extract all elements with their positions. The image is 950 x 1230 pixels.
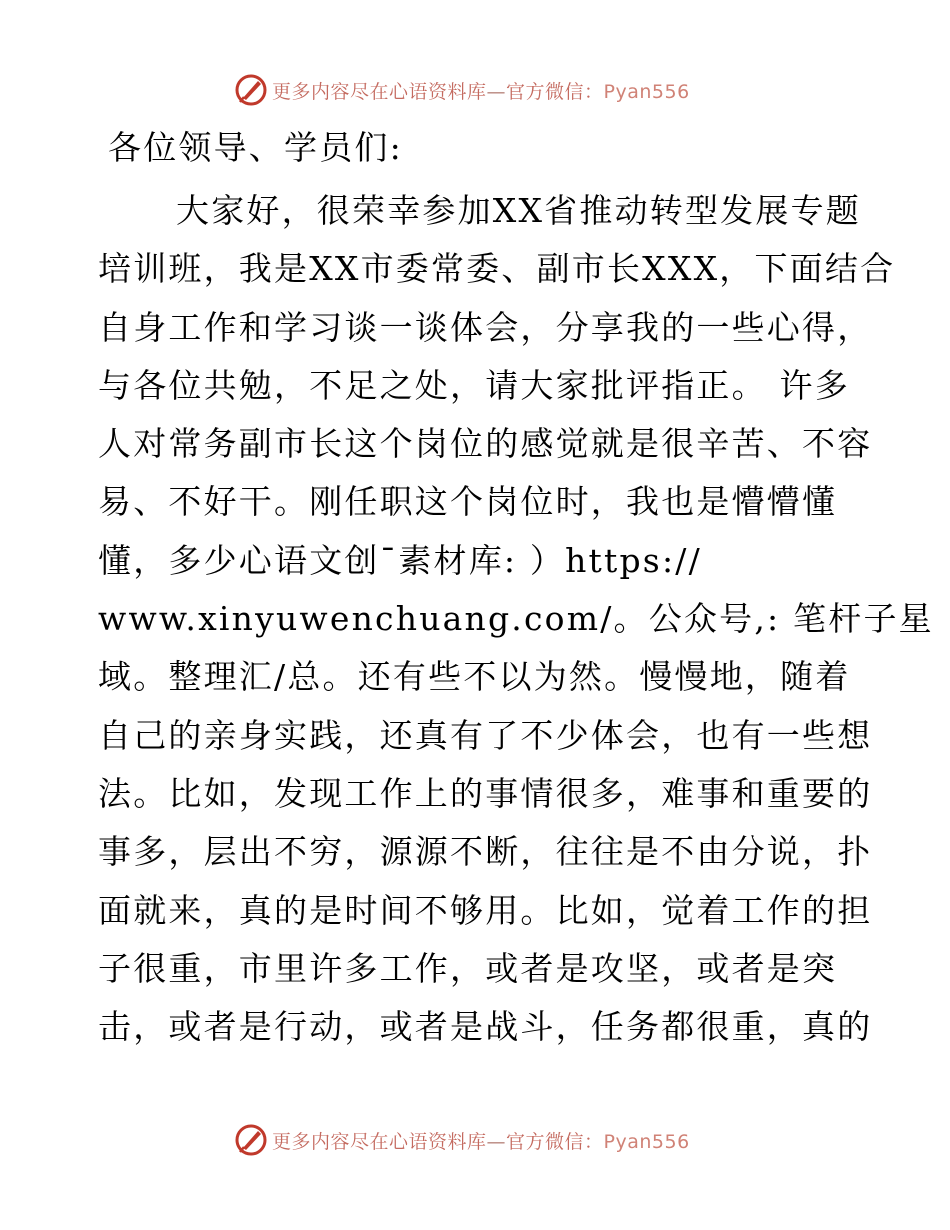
paragraph-line: 自身工作和学习谈一谈体会，分享我的一些心得， [98, 307, 873, 347]
paragraph-line: 面就来，真的是时间不够用。比如，觉着工作的担 [98, 890, 873, 930]
document-body [98, 122, 934, 1056]
watermark-separator: — [486, 1130, 507, 1153]
watermark-slogan: 更多内容尽在心语资料库 [272, 80, 487, 103]
paragraph-line: 培训班，我是XX市委常委、副市长XXX，下面结合 [98, 249, 896, 289]
quill-logo-icon [234, 73, 268, 107]
paragraph-line: 子很重，市里许多工作，或者是攻坚，或者是突 [98, 948, 838, 988]
paragraph-line: 人对常务副市长这个岗位的感觉就是很辛苦、不容 [98, 424, 873, 464]
paragraph-line: 法。比如，发现工作上的事情很多，难事和重要的 [98, 773, 873, 813]
watermark-wechat-id: Pyan556 [603, 1130, 690, 1153]
watermark-wechat-label: 官方微信： [506, 1130, 604, 1153]
paragraph-line: 与各位共勉，不足之处，请大家批评指正。 许多 [98, 365, 850, 405]
watermark-separator: — [486, 80, 507, 103]
paragraph-line: 自己的亲身实践，还真有了不少体会，也有一些想 [98, 715, 873, 755]
quill-logo-icon [234, 1123, 268, 1157]
paragraph-line: 事多，层出不穷，源源不断，往往是不由分说，扑 [98, 832, 873, 872]
header-watermark [234, 72, 714, 108]
watermark-text [272, 1127, 690, 1154]
paragraph-line: 大家好，很荣幸参加XX省推动转型发展专题 [176, 191, 861, 230]
paragraph-line: 击，或者是行动，或者是战斗，任务都很重，真的 [98, 1007, 873, 1047]
watermark-wechat-id: Pyan556 [603, 80, 690, 103]
watermark-slogan: 更多内容尽在心语资料库 [272, 1130, 487, 1153]
paragraph-line: 懂，多少心语文创¯素材库: ）https:// [98, 540, 702, 580]
paragraph-line: 域。整理汇/总。还有些不以为然。慢慢地，随着 [98, 657, 851, 697]
salutation: 各位领导、学员们: [108, 128, 403, 167]
footer-watermark [234, 1122, 714, 1158]
watermark-wechat-label: 官方微信： [506, 80, 604, 103]
paragraph-line: 易、不好干。刚任职这个岗位时，我也是懵懵懂 [98, 482, 838, 522]
paragraph-line: www.xinyuwenchuang.com/。公众号,: 笔杆子星 [98, 599, 934, 639]
watermark-text [272, 77, 690, 104]
